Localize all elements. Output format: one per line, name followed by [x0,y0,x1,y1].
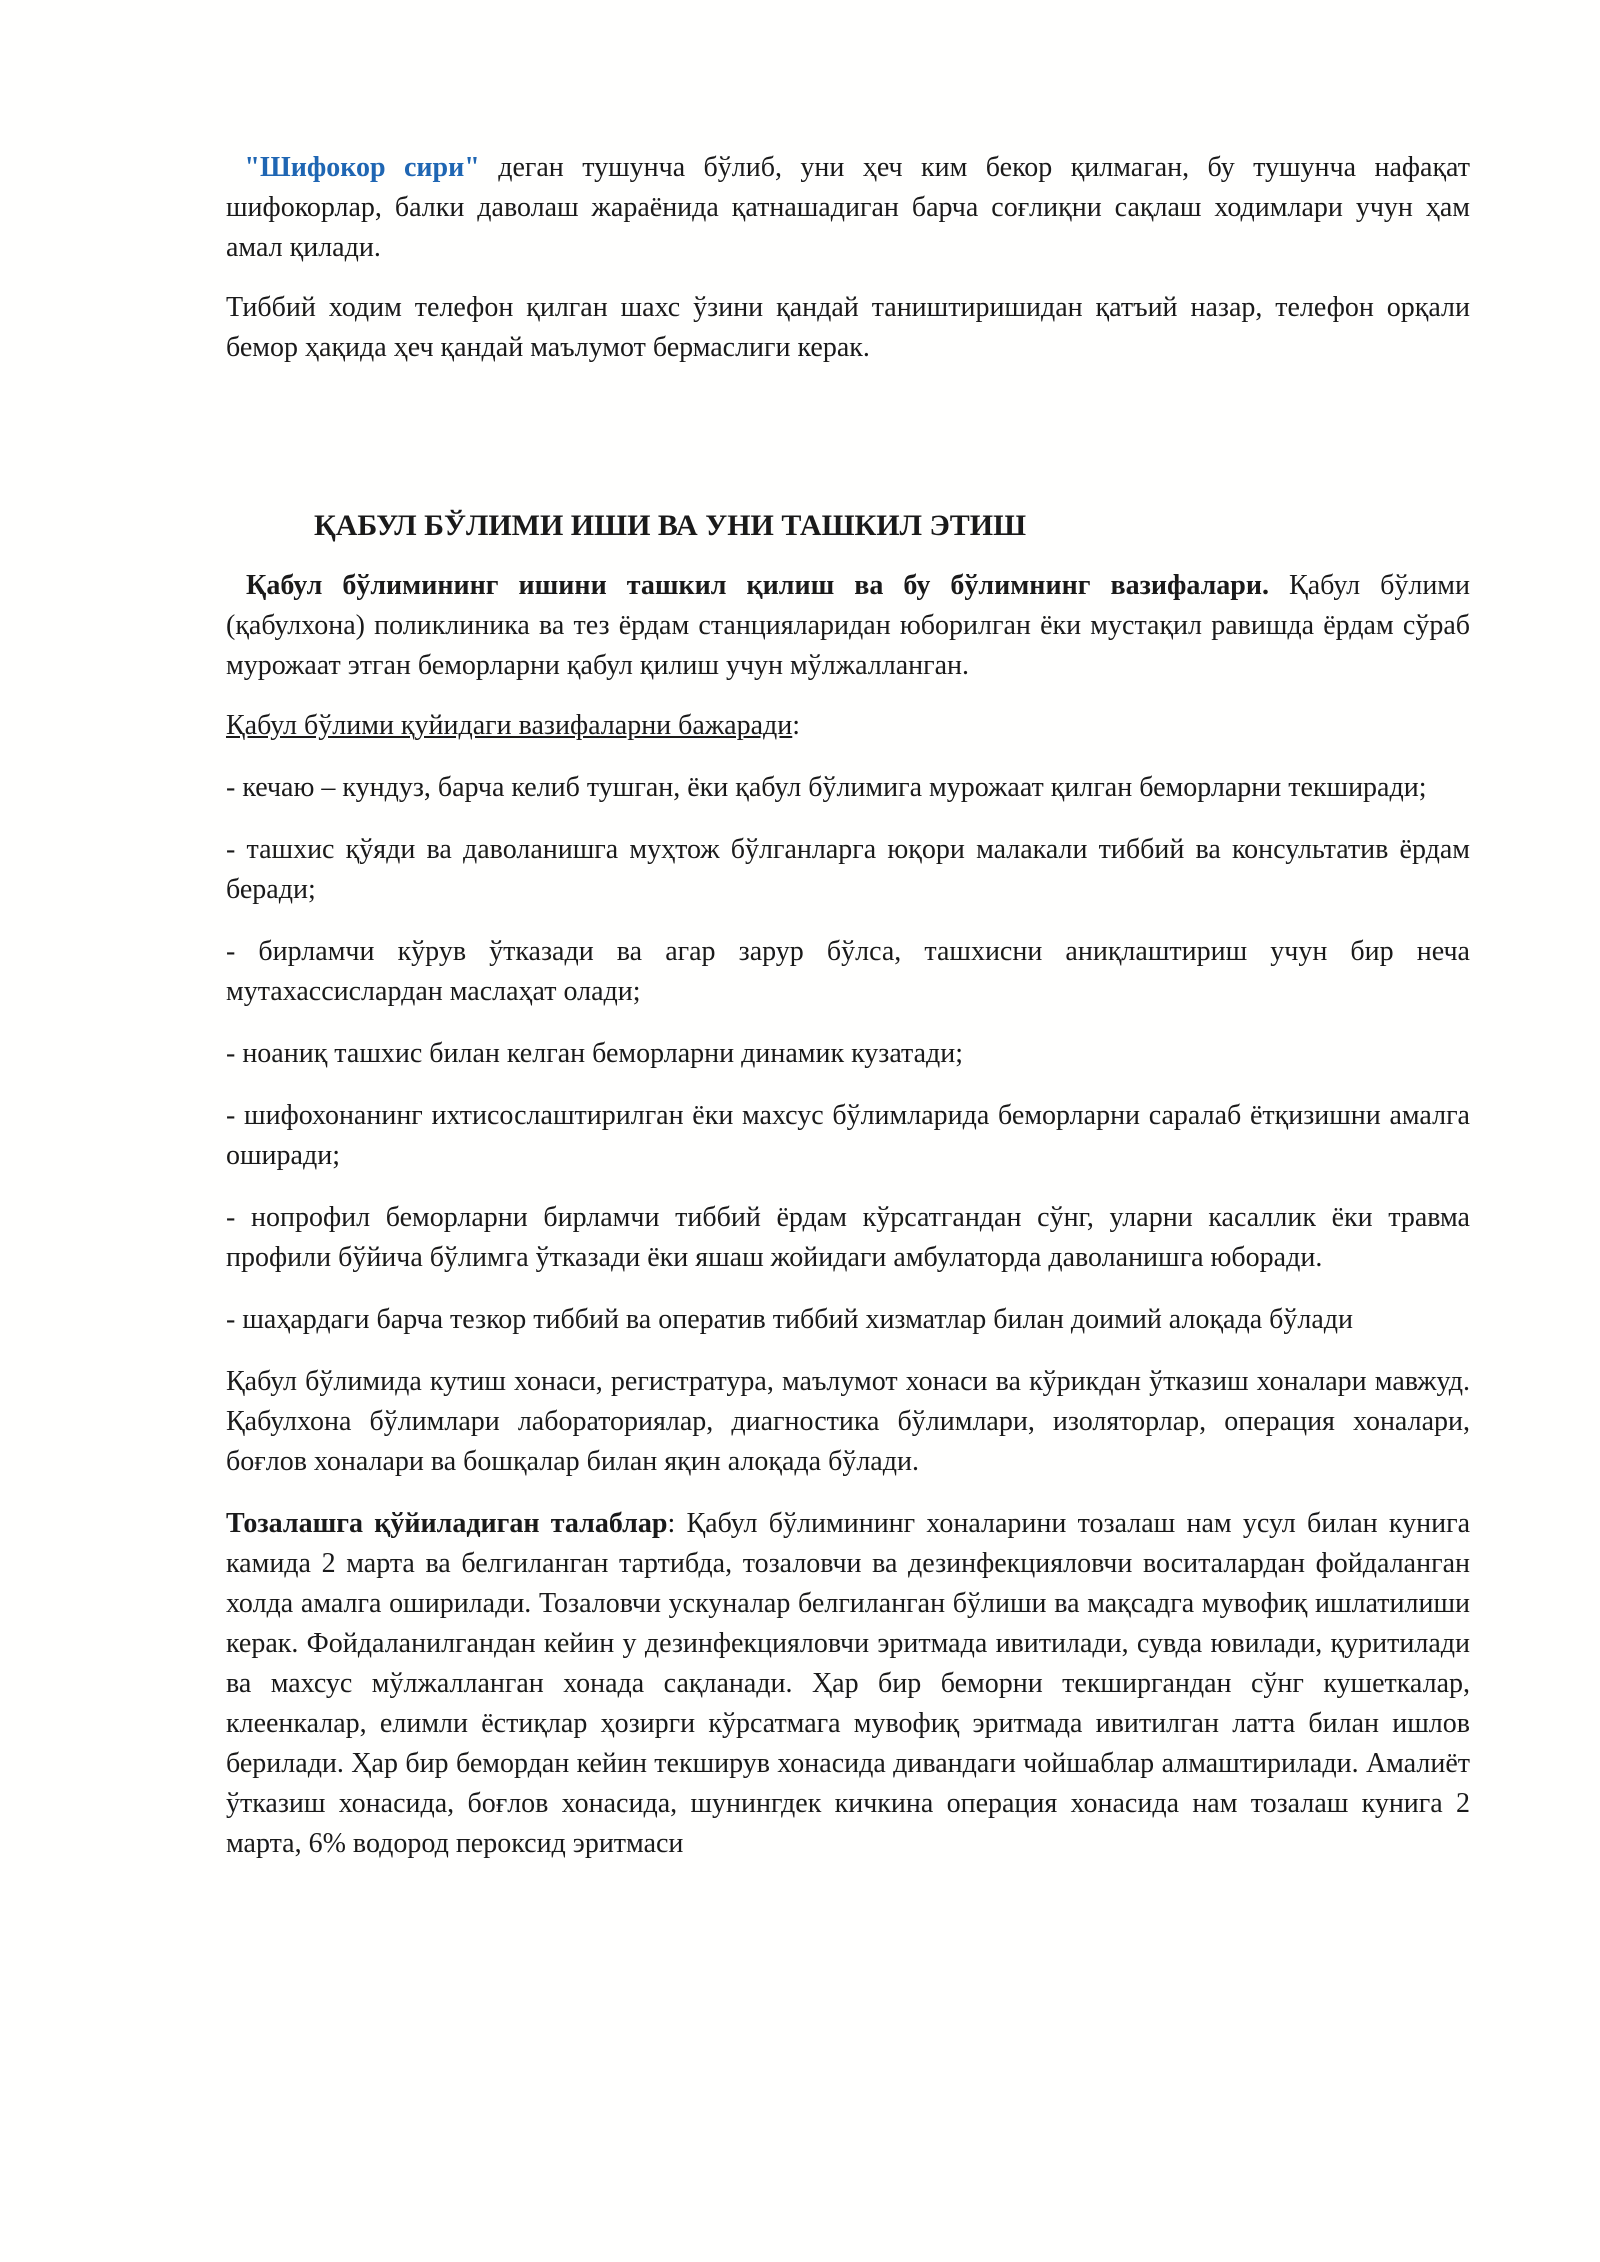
tasks-title-paragraph [226,706,1470,746]
task-item: - нопрофил беморларни бирламчи тиббий ёрдам кўрсатгандан сўнг, уларни касаллик ёки травма профили бўйича бўлимга ўтказади ёки яшаш жойидаги амбулаторда даволанишга юборади. [226,1202,1470,1273]
task-item: - кечаю – кундуз, барча келиб тушган, ёки қабул бўлимига мурожаат қилган беморларни текширади; [226,772,1427,803]
section-lead-bold: Қабул бўлимининг ишини ташкил қилиш ва бу бўлимнинг вазифалари. [246,570,1269,601]
cleaning-requirements-bold: Тозалашга қўйиладиган талаблар [226,1508,668,1539]
section-heading: ҚАБУЛ БЎЛИМИ ИШИ ВА УНИ ТАШКИЛ ЭТИШ [314,509,1027,542]
intro-paragraph-2: Тиббий ходим телефон қилган шахс ўзини қандай таништиришидан қатъий назар, телефон орқали бемор ҳақида ҳеч қандай маълумот бермаслиги керак. [226,292,1470,363]
task-item: - шифохонанинг ихтисослаштирилган ёки махсус бўлимларида беморларни саралаб ётқизишни амалга оширади; [226,1100,1470,1171]
intro-paragraph-1 [226,148,1470,268]
intro-paragraph-1-text: деган тушунча бўлиб, уни ҳеч ким бекор қилмаган, бу тушунча нафақат шифокорлар, балки даволаш жараёнида қатнашадиган барча соғлиқни сақлаш ходимлари учун ҳам амал қилади. [226,152,1470,263]
task-item: - бирламчи кўрув ўтказади ва агар зарур бўлса, ташхисни аниқлаштириш учун бир неча мутахассислардан маслаҳат олади; [226,936,1470,1007]
cleaning-requirements-text: : Қабул бўлимининг хоналарини тозалаш нам усул билан кунига камида 2 марта ва белгиланган тартибда, тозаловчи ва дезинфекцияловчи воситалардан фойдаланган холда амалга оширилади. Тозаловчи ускуналар белгиланган бўлиши ва мақсадга мувофиқ ишлатилиши керак. Фойдаланилгандан кейин у дезинфекцияловчи эритмада ивитилади, сувда ювилади, қуритилади ва махсус мўлжалланган хонада сақланади. Ҳар бир беморни текширгандан сўнг кушеткалар, клеенкалар, елимли ёстиқлар ҳозирги кўрсатмага мувофиқ эритмада ивитилган латта билан ишлов берилади. Ҳар бир бемордан кейин текширув хонасида дивандаги чойшаблар алмаштирилади. Амалиёт ўтказиш хонасида, боғлов хонасида, шунингдек кичкина операция хонасида нам тозалаш кунига 2 марта, 6% водород пероксид эритмаси [226,1508,1470,1859]
tasks-title: Қабул бўлими қуйидаги вазифаларни бажаради [226,710,793,741]
section-lead-text: Қабул бўлими (қабулхона) поликлиника ва тез ёрдам станцияларидан юборилган ёки мустақил равишда ёрдам сўраб мурожаат этган беморларни қабул қилиш учун мўлжалланган. [226,570,1471,681]
task-item: - ноаниқ ташхис билан келган беморларни динамик кузатади; [226,1038,964,1069]
task-item: - ташхис қўяди ва даволанишга муҳтож бўлганларга юқори малакали тиббий ва консультатив ёрдам беради; [226,834,1470,905]
cleaning-paragraph [226,1504,1470,1864]
task-item: - шаҳардаги барча тезкор тиббий ва оператив тиббий хизматлар билан доимий алоқада бўлади [226,1304,1354,1335]
document-page [226,148,1470,1864]
tasks-title-colon: : [792,710,801,741]
section-lead-paragraph [226,566,1470,686]
rooms-paragraph: Қабул бўлимида кутиш хонаси, регистратура, маълумот хонаси ва кўрикдан ўтказиш хоналари мавжуд. Қабулхона бўлимлари лабораториялар, диагностика бўлимлари, изоляторлар, операция хоналари, боғлов хоналари ва бошқалар билан яқин алоқада бўлади. [226,1366,1470,1477]
doctor-secret-term: "Шифокор сири" [244,152,480,183]
